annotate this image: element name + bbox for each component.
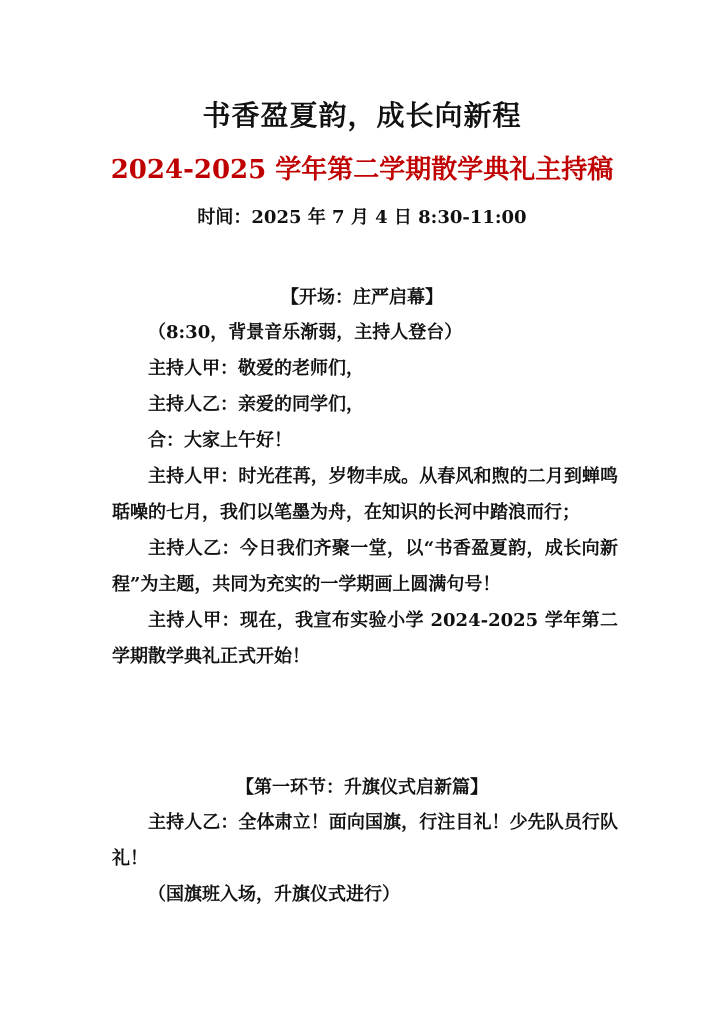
host-line: 主持人甲：敬爱的老师们， [148, 358, 364, 379]
section-body-opening [112, 315, 618, 675]
host-line: 主持人甲：现在，我宣布实验小学 2024-2025 学年第二学期散学典礼正式开始！ [112, 610, 618, 667]
document-title: 书香盈夏韵，成长向新程 [202, 99, 522, 132]
event-time: 时间：2025 年 7 月 4 日 8:30-11:00 [197, 207, 527, 228]
host-line: 主持人甲：时光荏苒，岁物丰成。从春风和煦的二月到蝉鸣聒噪的七月，我们以笔墨为舟，在知识的长河中踏浪而行； [112, 466, 618, 523]
document-subtitle: 2024-2025 学年第二学期散学典礼主持稿 [110, 155, 614, 185]
section-body-flag-ceremony [112, 805, 618, 913]
stage-direction: （8:30，背景音乐渐弱，主持人登台） [148, 322, 463, 343]
section-heading-opening: 【开场：庄严启幕】 [281, 287, 443, 308]
host-line: 主持人乙：今日我们齐聚一堂，以“书香盈夏韵，成长向新程”为主题，共同为充实的一学期画上圆满句号！ [112, 538, 618, 595]
host-line: 主持人乙：全体肃立！面向国旗，行注目礼！少先队员行队礼！ [112, 812, 618, 869]
host-line: 合：大家上午好！ [148, 430, 292, 451]
section-heading-flag-ceremony: 【第一环节：升旗仪式启新篇】 [236, 777, 488, 798]
host-line: 主持人乙：亲爱的同学们， [148, 394, 364, 415]
stage-direction: （国旗班入场，升旗仪式进行） [148, 884, 400, 905]
